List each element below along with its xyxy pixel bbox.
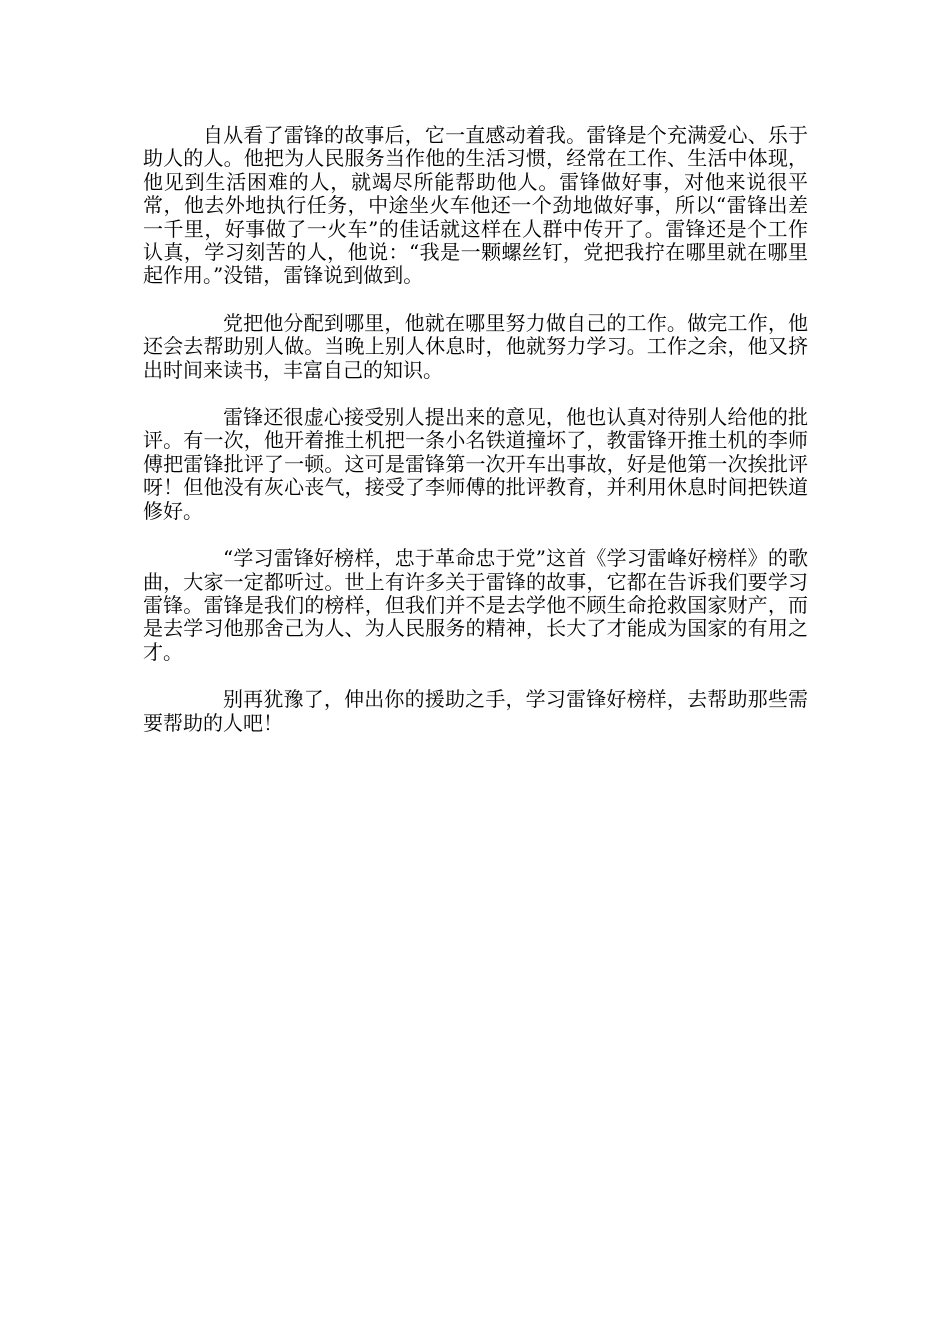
paragraph-1: 自从看了雷锋的故事后，它一直感动着我。雷锋是个充满爱心、乐于助人的人。他把为人民服务当作他的生活习惯，经常在工作、生活中体现，他见到生活困难的人，就竭尽所能帮助他人。雷锋做好事，对他来说很平常，他去外地执行任务，中途坐火车他还一个劲地做好事，所以“雷锋出差一千里，好事做了一火车”的佳话就这样在人群中传开了。雷锋还是个工作认真，学习刻苦的人，他说：“我是一颗螺丝钉，党把我拧在哪里就在哪里起作用。”没错，雷锋说到做到。 (143, 123, 808, 288)
paragraph-5: 别再犹豫了，伸出你的援助之手，学习雷锋好榜样，去帮助那些需要帮助的人吧！ (143, 687, 808, 735)
paragraph-4: “学习雷锋好榜样，忠于革命忠于党”这首《学习雷峰好榜样》的歌曲，大家一定都听过。世上有许多关于雷锋的故事，它都在告诉我们要学习雷锋。雷锋是我们的榜样，但我们并不是去学他不顾生命抢救国家财产，而是去学习他那舍己为人、为人民服务的精神，长大了才能成为国家的有用之才。 (143, 546, 808, 664)
document-body (143, 124, 808, 759)
paragraph-3: 雷锋还很虚心接受别人提出来的意见，他也认真对待别人给他的批评。有一次，他开着推土机把一条小名铁道撞坏了，教雷锋开推土机的李师傅把雷锋批评了一顿。这可是雷锋第一次开车出事故，好是他第一次挨批评呀！但他没有灰心丧气，接受了李师傅的批评教育，并利用休息时间把铁道修好。 (143, 405, 808, 523)
paragraph-2: 党把他分配到哪里，他就在哪里努力做自己的工作。做完工作，他还会去帮助别人做。当晚上别人休息时，他就努力学习。工作之余，他又挤出时间来读书，丰富自己的知识。 (143, 310, 808, 382)
